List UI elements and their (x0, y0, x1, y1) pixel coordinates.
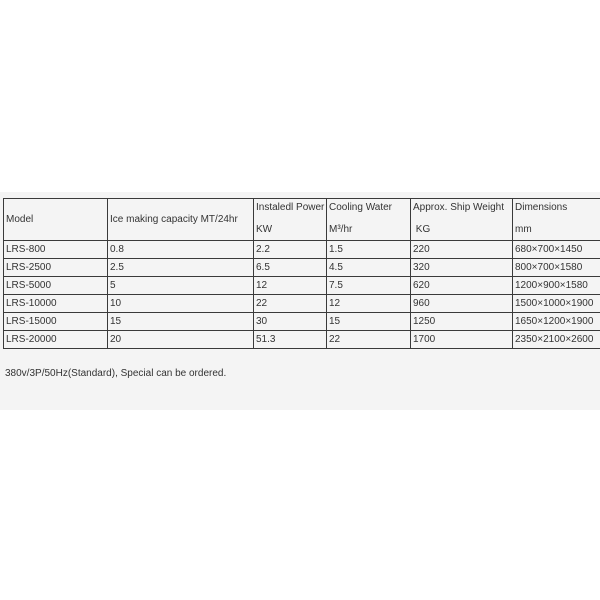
cell-capacity: 0.8 (108, 241, 254, 259)
cell-model: LRS-5000 (4, 277, 108, 295)
table-row (4, 313, 600, 331)
cell-weight: 1700 (411, 331, 513, 349)
cell-cooling-water: 4.5 (327, 259, 411, 277)
cell-capacity: 5 (108, 277, 254, 295)
cell-cooling-water: 7.5 (327, 277, 411, 295)
table-row (4, 331, 600, 349)
specification-table (3, 198, 600, 349)
cell-cooling-water: 12 (327, 295, 411, 313)
table-row (4, 277, 600, 295)
table-header-row (4, 199, 600, 241)
cell-dimensions: 2350×2100×2600 (513, 331, 600, 349)
cell-weight: 320 (411, 259, 513, 277)
cell-model: LRS-2500 (4, 259, 108, 277)
header-model: Model (4, 199, 108, 241)
cell-power: 22 (254, 295, 327, 313)
cell-model: LRS-20000 (4, 331, 108, 349)
cell-capacity: 20 (108, 331, 254, 349)
cell-cooling-water: 22 (327, 331, 411, 349)
cell-weight: 220 (411, 241, 513, 259)
voltage-note: 380v/3P/50Hz(Standard), Special can be ordered. (5, 368, 227, 379)
cell-cooling-water: 1.5 (327, 241, 411, 259)
table-row (4, 241, 600, 259)
cell-dimensions: 1200×900×1580 (513, 277, 600, 295)
cell-power: 6.5 (254, 259, 327, 277)
cell-model: LRS-10000 (4, 295, 108, 313)
cell-weight: 620 (411, 277, 513, 295)
cell-dimensions: 1650×1200×1900 (513, 313, 600, 331)
cell-power: 2.2 (254, 241, 327, 259)
header-ship-weight: Approx. Ship Weight KG (411, 199, 513, 241)
cell-capacity: 15 (108, 313, 254, 331)
cell-dimensions: 680×700×1450 (513, 241, 600, 259)
cell-power: 12 (254, 277, 327, 295)
cell-capacity: 10 (108, 295, 254, 313)
table-row (4, 295, 600, 313)
header-cooling-water: Cooling Water M³/hr (327, 199, 411, 241)
cell-dimensions: 800×700×1580 (513, 259, 600, 277)
cell-dimensions: 1500×1000×1900 (513, 295, 600, 313)
cell-model: LRS-15000 (4, 313, 108, 331)
header-installed-power: Instaledl Power KW (254, 199, 327, 241)
cell-cooling-water: 15 (327, 313, 411, 331)
header-dimensions: Dimensions mm (513, 199, 600, 241)
cell-power: 51.3 (254, 331, 327, 349)
cell-weight: 960 (411, 295, 513, 313)
table-row (4, 259, 600, 277)
cell-model: LRS-800 (4, 241, 108, 259)
cell-power: 30 (254, 313, 327, 331)
cell-weight: 1250 (411, 313, 513, 331)
header-ice-capacity: Ice making capacity MT/24hr (108, 199, 254, 241)
cell-capacity: 2.5 (108, 259, 254, 277)
